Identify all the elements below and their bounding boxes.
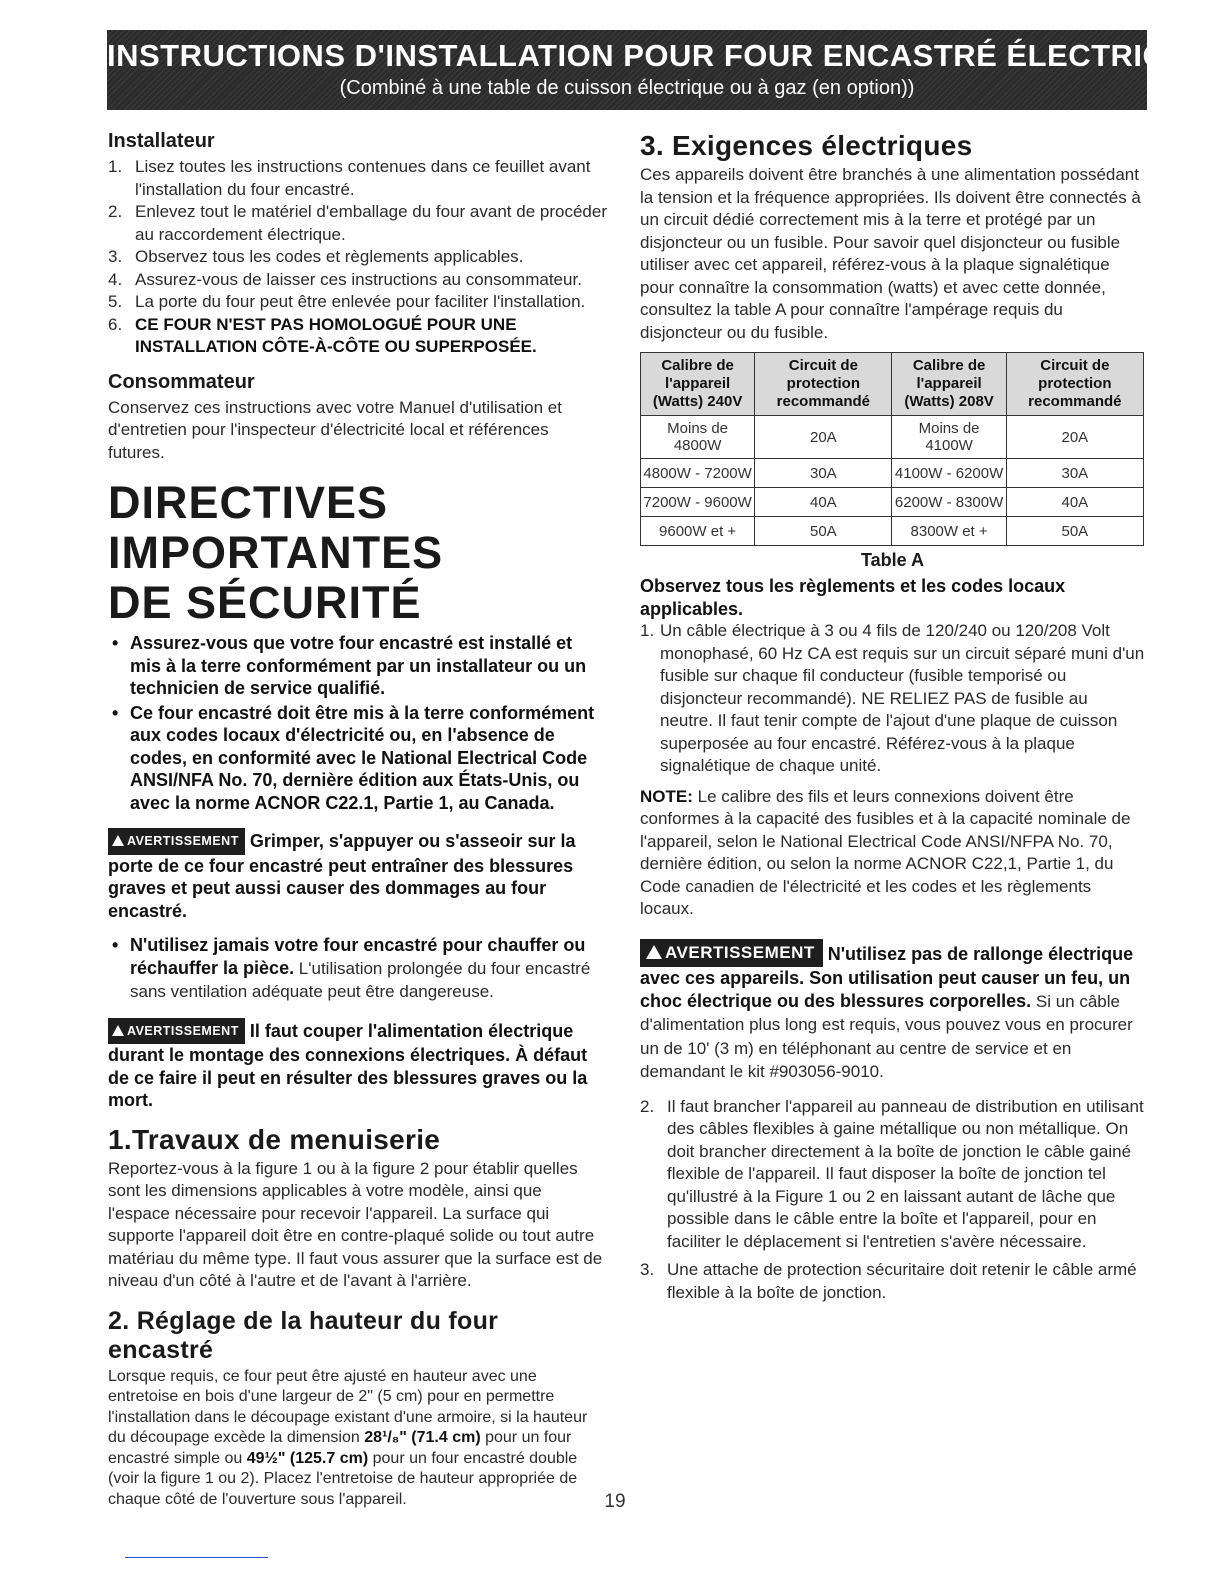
warning-triangle-icon bbox=[646, 945, 662, 959]
warning-extension: AVERTISSEMENT N'utilisez pas de rallonge électrique avec ces appareils. Son utilisation peut causer un feu, un choc électrique ou des blessures corporelles. Si un câble d'alimentation plus long est requis, vous pouvez vous en procurer un de 10' (3 m) en téléphonant au centre de service et en demandant le kit #903056-9010. bbox=[640, 939, 1145, 1084]
safety-heading: DIRECTIVES IMPORTANTES DE SÉCURITÉ bbox=[108, 477, 444, 628]
left-column bbox=[108, 130, 608, 1510]
list-item: 2. Il faut brancher l'appareil au panneau de distribution en utilisant des câbles flexibles à gaine métallique ou non métallique. On doit brancher directement à la boîte de jonction le câble gainé flexible de l'appareil. Il faut disposer la boîte de jonction tel qu'illustré à la Figure 1 ou 2 en laissant autant de lâche que possible dans le câble entre la boîte et l'appareil, pour en faciliter le déplacement si l'entretien s'avère nécessaire. bbox=[640, 1096, 1144, 1251]
warning-climb: AVERTISSEMENT Grimper, s'appuyer ou s'asseoir sur la porte de ce four encastré peut entraîner des blessures graves et peut aussi causer des dommages au four encastré. bbox=[108, 828, 608, 922]
consommateur-text: Conservez ces instructions avec votre Manuel d'utilisation et d'entretien pour l'inspecteur d'électricité local et références futures. bbox=[108, 397, 562, 462]
warning-badge: AVERTISSEMENT bbox=[108, 1018, 245, 1045]
list-item: 4. Assurez-vous de laisser ces instructions au consommateur. bbox=[108, 269, 582, 289]
table-header: Circuit de protection recommandé bbox=[755, 353, 892, 416]
list-item: 5. La porte du four peut être enlevée pour faciliter l'installation. bbox=[108, 292, 586, 311]
list-item: 3. Une attache de protection sécuritaire doit retenir le câble armé flexible à la boîte de jonction. bbox=[640, 1260, 1137, 1302]
list-item: 3. Observez tous les codes et règlements applicables. bbox=[108, 247, 524, 266]
footer-rule bbox=[125, 1557, 268, 1558]
warning-badge: AVERTISSEMENT bbox=[640, 939, 823, 968]
table-row: Moins de 4800W 20A Moins de 4100W 20A bbox=[641, 416, 1144, 459]
list-item: • N'utilisez jamais votre four encastré pour chauffer ou réchauffer la pièce. L'utilisation prolongée du four encastré sans ventilation adéquate peut être dangereuse. bbox=[112, 935, 591, 1001]
right-column bbox=[640, 130, 1145, 1304]
warning-triangle-icon bbox=[112, 835, 124, 846]
document-title: INSTRUCTIONS D'INSTALLATION POUR FOUR ENCASTRÉ ÉLECTRIQUE bbox=[107, 38, 1212, 73]
list-item: • Assurez-vous que votre four encastré est installé et mis à la terre conformément par un installateur ou un technicien de service qualifié. bbox=[112, 633, 587, 698]
table-row: 7200W - 9600W 40A 6200W - 8300W 40A bbox=[641, 488, 1144, 517]
installateur-heading: Installateur bbox=[108, 130, 215, 152]
title-banner bbox=[107, 30, 1212, 110]
codes-list-continued bbox=[640, 1096, 1145, 1305]
consommateur-heading: Consommateur bbox=[108, 370, 255, 393]
list-item: 1. Lisez toutes les instructions contenues dans ce feuillet avant l'installation du four encastré. bbox=[108, 157, 591, 199]
section2-heading: 2. Réglage de la hauteur du four encastré bbox=[108, 1306, 499, 1364]
amperage-table bbox=[640, 352, 1144, 546]
section2-text: Lorsque requis, ce four peut être ajusté en hauteur avec une entretoise en bois d'une largeur de 2" (5 cm) pour en permettre l'installation dans le découpage existant d'une armoire, si la hauteur du découpage excède la dimension 28¹/₈" (71.4 cm) pour un four encastré simple ou 49½" (125.7 cm) pour un four encastré double (voir la figure 1 ou 2). Placez l'entretoise de hauteur appropriée de chaque côté de l'ouverture sous l'appareil. bbox=[108, 1367, 588, 1508]
table-header: Circuit de protection recommandé bbox=[1006, 353, 1143, 416]
table-caption: Table A bbox=[860, 550, 924, 570]
section3-text: Ces appareils doivent être branchés à une alimentation possédant la tension et la fréquence appropriées. Ils doivent être connectés à un circuit dédié correctement mis à la terre et protégé par un disjoncteur ou un fusible. Pour savoir quel disjoncteur ou fusible utiliser avec cet appareil, référez-vous à la plaque signalétique pour connaître la consommation (watts) et avec cette donnée, consultez la table A pour connaître l'ampérage requis du disjoncteur ou du fusible. bbox=[640, 165, 1141, 342]
list-item: • Ce four encastré doit être mis à la terre conformément aux codes locaux d'électricité ou, en l'absence de codes, en conformité avec le National Electrical Code ANSI/NFA No. 70, dernière édition aux États-Unis, ou avec la norme ACNOR C22.1, Partie 1, au Canada. bbox=[112, 702, 595, 813]
section1-text: Reportez-vous à la figure 1 ou à la figure 2 pour établir quelles sont les dimensions applicables à votre modèle, ainsi que l'espace nécessaire pour recevoir l'appareil. La surface qui supporte l'appareil doit être en contre-plaqué solide ou tout autre matériau du même type. Il faut vous assurer que la surface est de niveau d'un côté à l'autre et de l'avant à l'arrière. bbox=[108, 1158, 603, 1290]
note-text: NOTE: Le calibre des fils et leurs connexions doivent être conformes à la capacité des fusibles et à la capacité nominale de l'appareil, selon le National Electrical Code ANSI/NFPA No. 70, dernière édition, ou selon la norme ACNOR C22,1, Partie 1, du Code canadien de l'électricité et les codes et les règlements locaux. bbox=[640, 786, 1131, 918]
warning-badge: AVERTISSEMENT bbox=[108, 828, 245, 855]
table-header-row bbox=[641, 353, 1144, 416]
table-row: 9600W et + 50A 8300W et + 50A bbox=[641, 517, 1144, 546]
section1-heading: 1.Travaux de menuiserie bbox=[108, 1123, 441, 1155]
warning-triangle-icon bbox=[112, 1025, 124, 1036]
installateur-list bbox=[108, 156, 608, 359]
page-number: 19 bbox=[604, 1491, 626, 1512]
table-header: Calibre de l'appareil (Watts) 208V bbox=[892, 353, 1006, 416]
safety-list bbox=[108, 632, 608, 814]
codes-list bbox=[640, 620, 1145, 778]
warning-power: AVERTISSEMENT Il faut couper l'alimentation électrique durant le montage des connexions électriques. À défaut de ce faire il peut en résulter des blessures graves ou la mort. bbox=[108, 1018, 608, 1112]
table-row: 4800W - 7200W 30A 4100W - 6200W 30A bbox=[641, 459, 1144, 488]
document-subtitle: (Combiné à une table de cuisson électrique ou à gaz (en option)) bbox=[339, 77, 915, 99]
section3-heading: 3. Exigences électriques bbox=[640, 130, 973, 161]
list-item: 6. CE FOUR N'EST PAS HOMOLOGUÉ POUR UNE INSTALLATION CÔTE-À-CÔTE OU SUPERPOSÉE. bbox=[108, 314, 537, 356]
table-header: Calibre de l'appareil (Watts) 240V bbox=[641, 353, 755, 416]
heating-list bbox=[108, 934, 608, 1004]
codes-heading: Observez tous les règlements et les codes locaux applicables. bbox=[640, 576, 1066, 619]
list-item: 2. Enlevez tout le matériel d'emballage du four avant de procéder au raccordement électrique. bbox=[108, 202, 607, 244]
list-item: 1. Un câble électrique à 3 ou 4 fils de 120/240 ou 120/208 Volt monophasé, 60 Hz CA est requis sur un circuit séparé muni d'un fusible sur chaque fil conducteur (fusible temporisé ou disjoncteur recommandé). NE RELIEZ PAS de fusible au neutre. Il faut tenir compte de l'ajout d'une plaque de cuisson superposée au four encastré. Référez-vous à la plaque signalétique de chaque unité. bbox=[640, 621, 1145, 775]
